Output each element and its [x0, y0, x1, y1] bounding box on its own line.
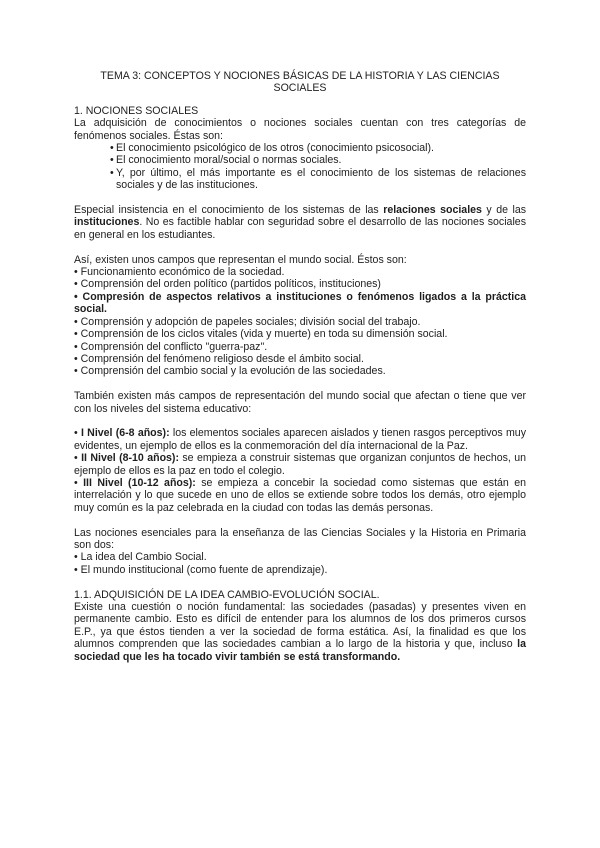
bold-term: relaciones sociales [383, 204, 482, 217]
text-run: y de las [481, 204, 527, 217]
list-item: • El conocimiento psicológico de los otros (conocimiento psicosocial). [110, 142, 526, 154]
list-item: • Comprensión y adopción de papeles sociales; división social del trabajo. [74, 316, 526, 328]
list-item: • Comprensión del conflicto "guerra-paz". [74, 341, 526, 353]
level-text: se empieza a construir sistemas que organizan conjuntos de hechos, un ejemplo de ellos es la paz en todo el colegio. [74, 452, 527, 477]
paragraph [74, 601, 526, 663]
list-item [74, 452, 526, 477]
level-label: II Nivel (8-10 años): [81, 452, 179, 465]
level-text: los elementos sociales aparecen aislados y tienen rasgos perceptivos muy evidentes, un ejemplo de ellos es la conmemoración del día internacional de la Paz. [74, 427, 526, 452]
list-item: • Comprensión del fenómeno religioso desde el ámbito social. [74, 353, 526, 365]
paragraph: Las nociones esenciales para la enseñanza de las Ciencias Sociales y la Historia en Primaria son dos: [74, 526, 526, 551]
text-run: Especial insistencia en el conocimiento de los sistemas de las [74, 204, 384, 217]
text-run: Existe una cuestión o noción fundamental: las sociedades (pasadas) y presentes viven en permanente cambio. Esto es difícil de entender para los alumnos de los dos primeros cursos E.P., ya que éstos tienden a ver la sociedad de forma estática. Así, la finalidad es que los alumnos comprenden que las sociedades cambian a lo largo de la historia y que, incluso [74, 600, 526, 651]
list-item: • El conocimiento moral/social o normas sociales. [110, 154, 526, 166]
paragraph [74, 204, 526, 241]
text-run: . No es factible hablar con seguridad sobre el desarrollo de las nociones sociales en general en los estudiantes. [74, 216, 526, 241]
list-item: • Comprensión de los ciclos vitales (vida y muerte) en toda su dimensión social. [74, 328, 526, 340]
bold-term: instituciones [74, 216, 140, 229]
list-item [74, 477, 526, 514]
bold-phrase: la sociedad que les ha tocado vivir también se está transformando. [74, 638, 526, 663]
paragraph: La adquisición de conocimientos o nociones sociales cuentan con tres categorías de fenómenos sociales. Éstas son: [74, 117, 526, 142]
list-item: • Comprensión del cambio social y la evolución de las sociedades. [74, 365, 526, 377]
fields-list [74, 266, 526, 378]
list-item: • Compresión de aspectos relativos a instituciones o fenómenos ligados a la práctica social. [74, 291, 526, 316]
level-label: I Nivel (6-8 años): [80, 427, 170, 440]
levels-list [74, 427, 526, 514]
list-item: • Y, por último, el más importante es el conocimiento de los sistemas de relaciones sociales y de las instituciones. [110, 167, 526, 192]
list-item: • Funcionamiento económico de la sociedad. [74, 266, 526, 278]
list-item: • El mundo institucional (como fuente de aprendizaje). [74, 564, 526, 576]
page-title: TEMA 3: CONCEPTOS Y NOCIONES BÁSICAS DE LA HISTORIA Y LAS CIENCIAS SOCIALES [100, 70, 500, 95]
list-item: • La idea del Cambio Social. [74, 551, 526, 563]
category-list [74, 142, 526, 192]
level-label: III Nivel (10-12 años): [83, 476, 196, 489]
level-text: se empieza a concebir la sociedad como sistemas que están en interrelación y lo que sucede en uno de ellos se extiende sobre todos los demás, otro ejemplo muy común es la paz celebrada en la ciudad con todas las demás personas. [74, 476, 526, 514]
list-item: • Comprensión del orden político (partidos políticos, instituciones) [74, 278, 526, 290]
list-item [74, 427, 526, 452]
essentials-list [74, 551, 526, 576]
subsection-heading: 1.1. ADQUISICIÓN DE LA IDEA CAMBIO-EVOLUCIÓN SOCIAL. [74, 588, 380, 601]
section-heading: 1. NOCIONES SOCIALES [74, 104, 199, 117]
paragraph: Así, existen unos campos que representan el mundo social. Éstos son: [74, 253, 407, 266]
paragraph: También existen más campos de representación del mundo social que afectan o tiene que ver con los niveles del sistema educativo: [74, 390, 526, 415]
